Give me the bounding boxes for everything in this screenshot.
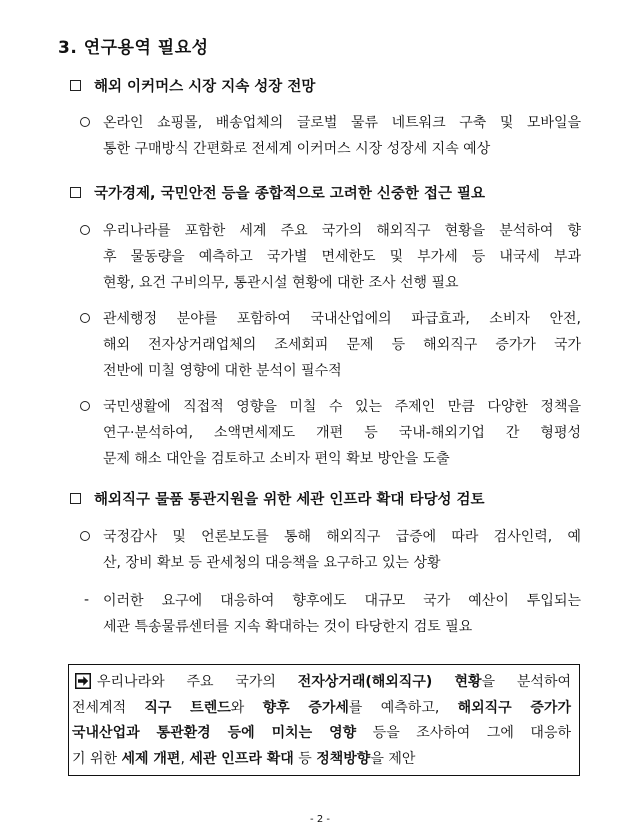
circle-bullet-icon — [80, 401, 90, 411]
heading-2: 국가경제, 국민안전 등을 종합적으로 고려한 신중한 접근 필요 — [94, 186, 486, 202]
text-line: 산, 장비 확보 등 관세청의 대응책을 요구하고 있는 상황 — [103, 555, 441, 571]
paragraph-3-2 — [103, 588, 581, 640]
text-line: 국정감사 및 언론보도를 통해 해외직구 급증에 따라 검사인력, 예 — [103, 529, 581, 545]
dash-bullet: - — [84, 592, 90, 608]
circle-bullet-icon — [80, 117, 90, 127]
paragraph-2-2 — [103, 306, 581, 384]
circle-bullet-icon — [80, 531, 90, 541]
circle-bullet-icon — [80, 225, 90, 235]
text-line: 연구·분석하여, 소액면세제도 개편 등 국내-해외기업 간 형평성 — [103, 425, 581, 441]
arrow-right-icon — [75, 673, 91, 689]
text-line: 온라인 쇼핑몰, 배송업체의 글로벌 물류 네트워크 구축 및 모바일을 — [103, 115, 581, 131]
square-bullet-icon — [70, 80, 81, 91]
paragraph-2-1 — [103, 218, 581, 296]
summary-line-2: 전세계적 직구 트렌드와 향후 증가세를 예측하고, 해외직구 증가가 — [72, 699, 571, 716]
text-line: 이러한 요구에 대응하여 향후에도 대규모 국가 예산이 투입되는 — [103, 593, 581, 609]
text-line: 현황, 요건 구비의무, 통관시설 현황에 대한 조사 선행 필요 — [103, 275, 459, 291]
summary-text — [72, 670, 571, 772]
square-bullet-icon — [70, 187, 81, 198]
text-line: 문제 해소 대안을 검토하고 소비자 편익 확보 방안을 도출 — [103, 451, 450, 467]
heading-3: 해외직구 물품 통관지원을 위한 세관 인프라 확대 타당성 검토 — [94, 492, 485, 508]
summary-box — [68, 664, 580, 776]
text-line: 후 물동량을 예측하고 국가별 면세한도 및 부가세 등 내국세 부과 — [103, 249, 581, 265]
text-line: 해외 전자상거래업체의 조세회피 문제 등 해외직구 증가가 국가 — [103, 337, 581, 353]
text-line: 국민생활에 직접적 영향을 미칠 수 있는 주제인 만큼 다양한 정책을 — [103, 399, 581, 415]
text-line: 세관 특송물류센터를 지속 확대하는 것이 타당한지 검토 필요 — [103, 619, 473, 635]
square-bullet-icon — [70, 493, 81, 504]
text-line: 전반에 미칠 영향에 대한 분석이 필수적 — [103, 363, 342, 379]
text-line: 관세행정 분야를 포함하여 국내산업에의 파급효과, 소비자 안전, — [103, 311, 581, 327]
paragraph-2-3 — [103, 394, 581, 472]
summary-line-4: 기 위한 세제 개편, 세관 인프라 확대 등 정책방향을 제안 — [72, 750, 416, 767]
circle-bullet-icon — [80, 313, 90, 323]
text-line: 통한 구매방식 간편화로 전세계 이커머스 시장 성장세 지속 예상 — [103, 141, 491, 157]
summary-line-1: 우리나라와 주요 국가의 전자상거래(해외직구) 현황을 분석하여 — [97, 674, 571, 690]
paragraph-1-1 — [103, 110, 581, 162]
paragraph-3-1 — [103, 524, 581, 576]
section-title: 3. 연구용역 필요성 — [58, 38, 209, 58]
heading-1: 해외 이커머스 시장 지속 성장 전망 — [94, 79, 316, 95]
text-line: 우리나라를 포함한 세계 주요 국가의 해외직구 현황을 분석하여 향 — [103, 223, 581, 239]
summary-line-3: 국내산업과 통관환경 등에 미치는 영향 등을 조사하여 그에 대응하 — [72, 725, 571, 741]
page-number: - 2 - — [310, 814, 330, 825]
